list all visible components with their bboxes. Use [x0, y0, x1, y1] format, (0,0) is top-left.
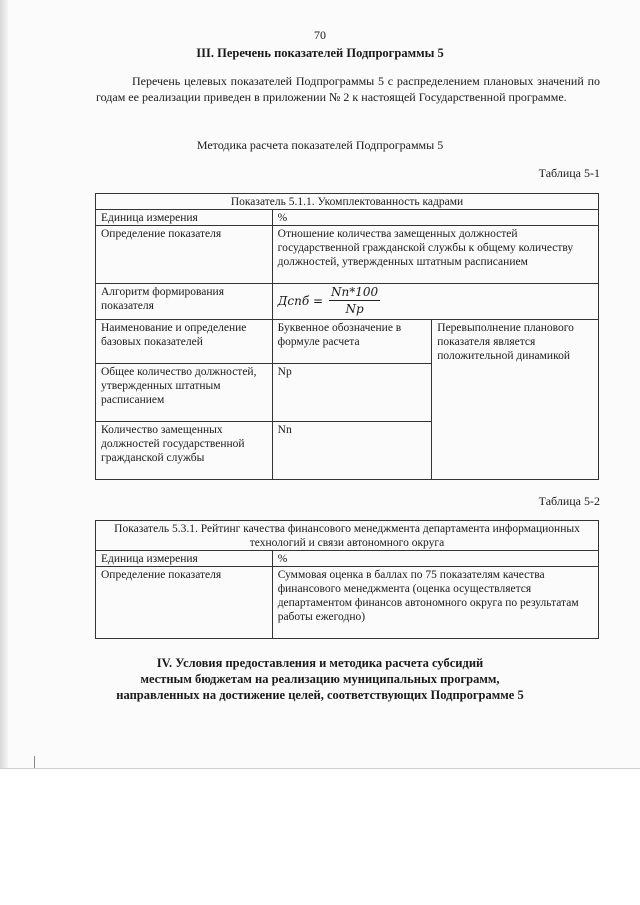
- unit-label: Единица измерения: [96, 551, 273, 567]
- section-4-heading: [0, 655, 640, 703]
- formula-denominator: Np: [345, 302, 364, 316]
- overfulfillment-note: Перевыполнение планового показателя является положительной динамикой: [432, 320, 599, 480]
- section-3-paragraph: Перечень целевых показателей Подпрограммы 5 с распределением плановых значений по годам ее реализации приведен в приложении № 2 к настоящей Государственной программе.: [96, 74, 600, 104]
- base-indicator-symbol: Np: [272, 364, 432, 422]
- table-5-2-label: Таблица 5-2: [538, 494, 600, 508]
- table-row: [96, 226, 599, 284]
- base-indicator-name: Количество замещенных должностей государственной гражданской службы: [96, 422, 273, 480]
- algorithm-label: Алгоритм формирования показателя: [96, 284, 273, 320]
- formula-cell: [272, 284, 598, 320]
- base-indicator-name: Общее количество должностей, утвержденных штатным расписанием: [96, 364, 273, 422]
- indicator-title: Показатель 5.1.1. Укомплектованность кадрами: [96, 194, 599, 210]
- formula-fraction: [329, 285, 380, 316]
- letter-designation-label: Буквенное обозначение в формуле расчета: [272, 320, 432, 364]
- base-indicators-label: Наименование и определение базовых показателей: [96, 320, 273, 364]
- table-row: [96, 194, 599, 210]
- table-row: [96, 521, 599, 551]
- table-5-2: [95, 520, 599, 639]
- formula-numerator: Nn*100: [331, 285, 379, 299]
- section-3-heading: III. Перечень показателей Подпрограммы 5: [196, 46, 444, 60]
- unit-label: Единица измерения: [96, 210, 273, 226]
- table-row: [96, 551, 599, 567]
- table-row: [96, 567, 599, 639]
- section-4-heading-line: местным бюджетам на реализацию муниципальных программ,: [140, 672, 500, 686]
- formula: [278, 285, 593, 316]
- definition-label: Определение показателя: [96, 226, 273, 284]
- table-5-1-label: Таблица 5-1: [538, 166, 600, 180]
- page-edge-shadow: [0, 0, 8, 768]
- unit-value: %: [272, 551, 598, 567]
- definition-label: Определение показателя: [96, 567, 273, 639]
- page-number: 70: [314, 28, 326, 42]
- table-row: [96, 284, 599, 320]
- definition-value: Суммовая оценка в баллах по 75 показателям качества финансового менеджмента (оценка осуществляется департаментом финансов автономного округа по результатам работы ежегодно): [272, 567, 598, 639]
- formula-lhs: Дспб =: [277, 293, 324, 308]
- unit-value: %: [272, 210, 598, 226]
- section-4-heading-line: IV. Условия предоставления и методика расчета субсидий: [156, 656, 484, 670]
- table-row: [96, 210, 599, 226]
- indicator-title: Показатель 5.3.1. Рейтинг качества финансового менеджмента департамента информационных технологий и связи автономного округа: [96, 521, 599, 551]
- definition-value: Отношение количества замещенных должностей государственной гражданской службы к общему количеству должностей, утвержденных штатным расписанием: [272, 226, 598, 284]
- base-indicator-symbol: Nn: [272, 422, 432, 480]
- margin-mark: [34, 756, 35, 768]
- table-5-1: [95, 193, 599, 480]
- section-4-heading-line: направленных на достижение целей, соответствующих Подпрограмме 5: [116, 688, 524, 702]
- methodology-title: Методика расчета показателей Подпрограммы 5: [196, 138, 444, 152]
- table-row: [96, 320, 599, 364]
